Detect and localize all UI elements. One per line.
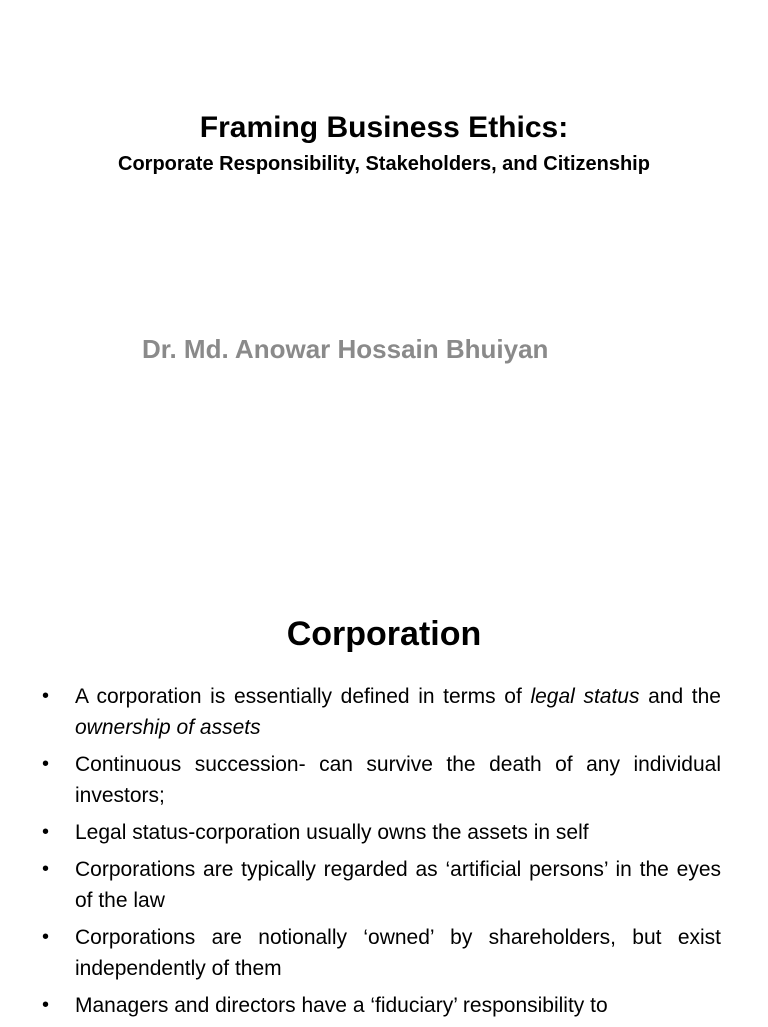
bullet-marker: • [42,821,50,843]
bullet-text: Managers and directors have a ‘fiduciary’ responsibility to [75,994,608,1017]
bullet-item [0,681,768,743]
bullet-marker: • [42,858,50,880]
slide-subtitle: Corporate Responsibility, Stakeholders, and Citizenship [118,153,650,175]
bullet-text: A corporation is essentially defined in terms of [75,685,531,708]
bullet-marker: • [42,926,50,948]
bullet-item [0,922,768,984]
slide-title: Framing Business Ethics: [199,111,569,144]
bullet-marker: • [42,753,50,775]
bullet-item [0,990,768,1021]
bullet-emphasis: legal status [530,685,640,708]
slide-heading: Corporation [286,615,482,653]
bullet-item [0,749,768,811]
bullet-text: and the [639,685,721,708]
bullet-list [0,681,768,1027]
bullet-text: Legal status-corporation usually owns the assets in self [75,821,589,844]
bullet-text: Corporations are typically regarded as ‘artificial persons’ in the eyes of the law [75,858,721,912]
bullet-marker: • [42,685,50,707]
corporation-slide [0,576,768,1024]
author-name: Dr. Md. Anowar Hossain Bhuiyan [142,334,549,364]
bullet-emphasis: ownership of assets [75,716,261,739]
bullet-item [0,817,768,848]
bullet-text: Continuous succession- can survive the death of any individual investors; [75,753,721,807]
bullet-text: Corporations are notionally ‘owned’ by shareholders, but exist independently of them [75,926,721,980]
bullet-marker: • [42,994,50,1016]
bullet-item [0,854,768,916]
